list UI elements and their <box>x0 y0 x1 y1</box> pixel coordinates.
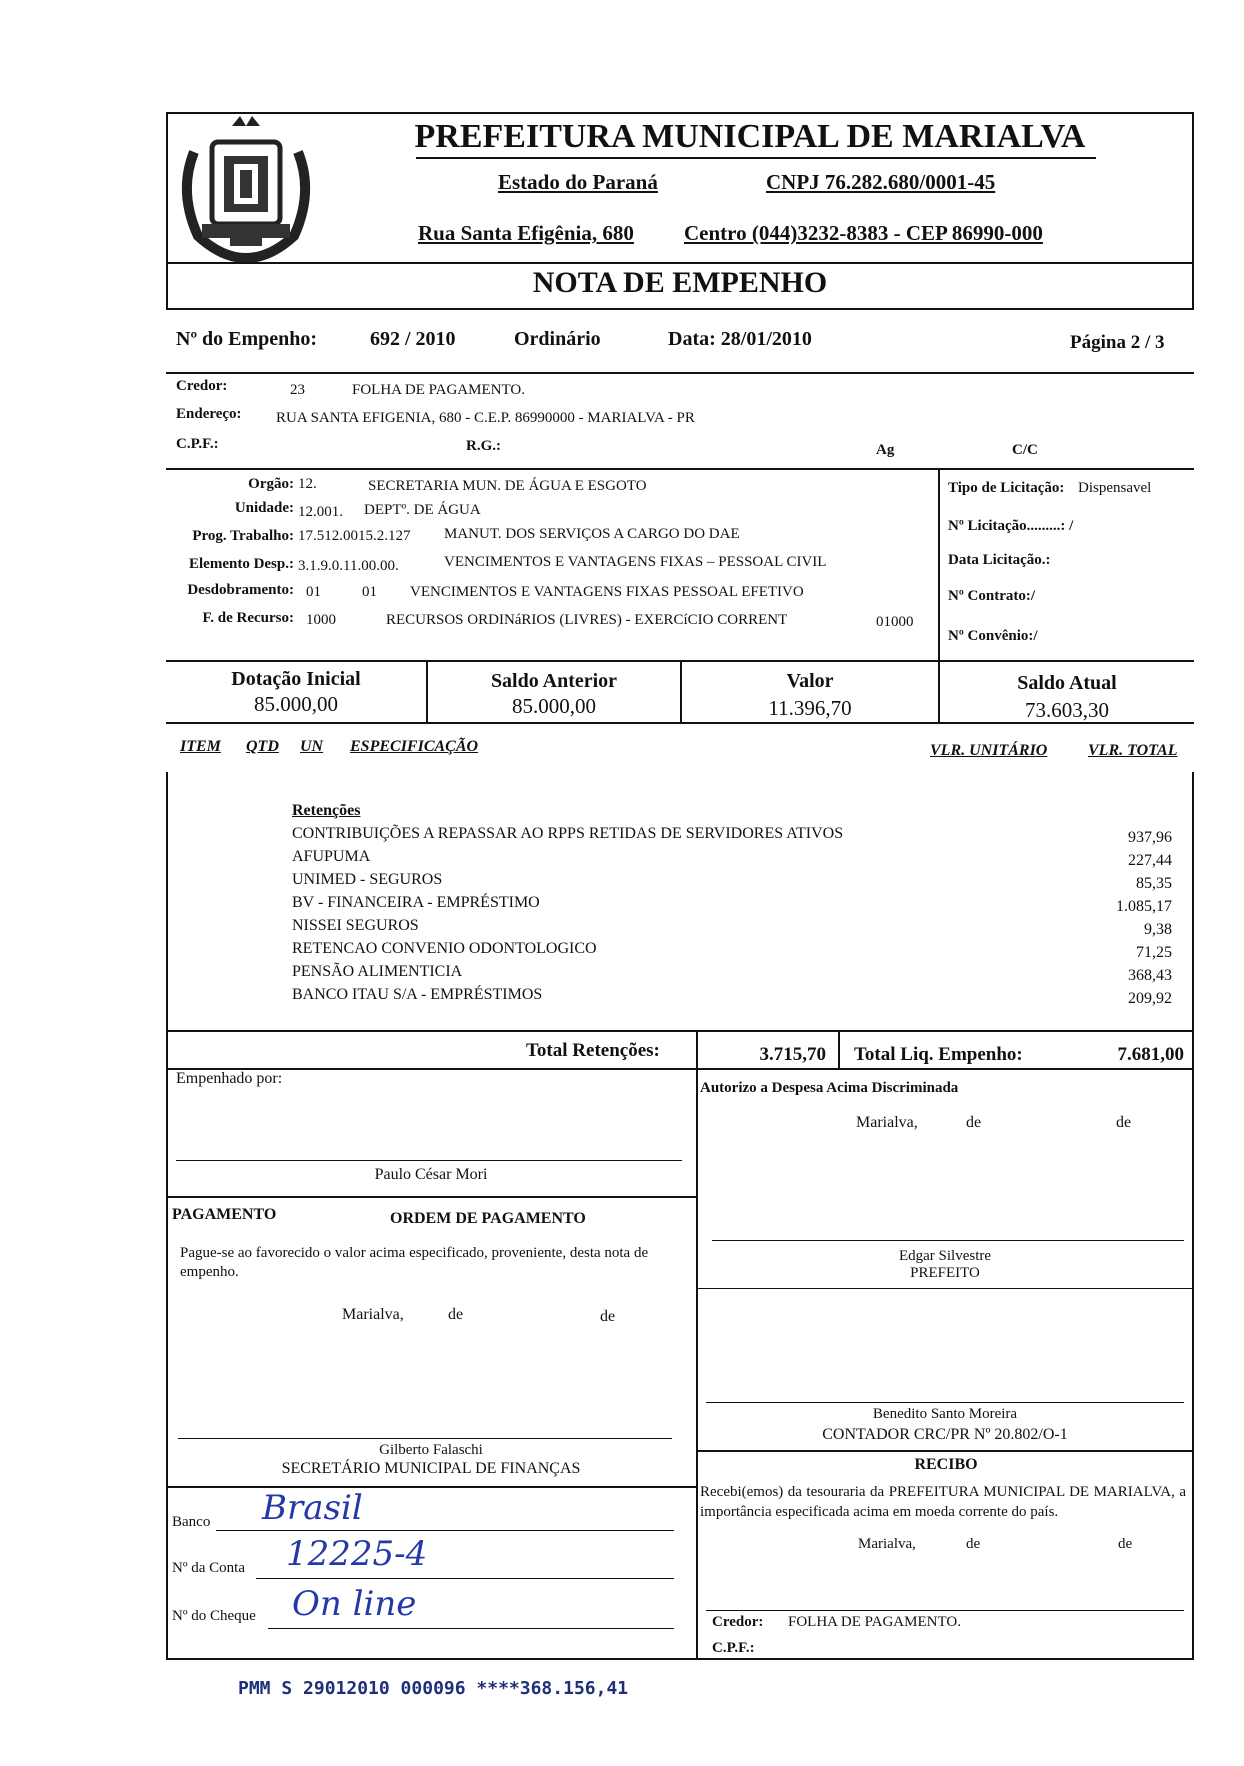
desdobramento-code-2: 01 <box>362 584 377 600</box>
contrato: Nº Contrato:/ <box>948 588 1036 604</box>
desdobramento-label: Desdobramento: <box>187 582 294 598</box>
divider <box>416 157 1096 159</box>
input-line <box>216 1530 674 1531</box>
pagamento-city: Marialva, <box>342 1306 404 1323</box>
licitacao-date: Data Licitação.: <box>948 552 1051 568</box>
autorizo-de-2: de <box>1116 1114 1132 1131</box>
pagamento-de-1: de <box>448 1306 464 1323</box>
column-un: UN <box>300 738 324 755</box>
column-vlr-total: VLR. TOTAL <box>1088 742 1178 759</box>
valor-label: Valor <box>786 670 834 692</box>
recurso-extra-code: 01000 <box>876 614 914 630</box>
retencao-desc: AFUPUMA <box>292 848 371 865</box>
recibo-de-2: de <box>1118 1536 1133 1552</box>
recibo-text: Recebi(emos) da tesouraria da PREFEITURA MUNICIPAL DE MARIALVA, a importância especificada acima em moeda corrente do país. <box>700 1484 1186 1520</box>
divider <box>166 1196 696 1198</box>
credor-code: 23 <box>290 382 305 398</box>
dotacao-value: 85.000,00 <box>254 692 338 716</box>
retencoes-title: Retenções <box>292 802 361 819</box>
retencao-value: 9,38 <box>1144 921 1172 938</box>
recibo-city: Marialva, <box>858 1536 916 1552</box>
orgao-code: 12. <box>298 476 317 492</box>
recibo-cpf-label: C.P.F.: <box>712 1640 755 1656</box>
cnpj-text: CNPJ 76.282.680/0001-45 <box>766 170 996 194</box>
prog-trabalho-name: MANUT. DOS SERVIÇOS A CARGO DO DAE <box>444 526 740 542</box>
divider <box>166 262 1194 264</box>
divider <box>166 372 1194 374</box>
divider <box>838 1030 840 1068</box>
total-liquido-value: 7.681,00 <box>1117 1044 1184 1065</box>
divider <box>166 468 1194 470</box>
retencao-desc: BV - FINANCEIRA - EMPRÉSTIMO <box>292 894 540 911</box>
recibo-credor-label: Credor: <box>712 1614 764 1630</box>
elemento-name: VENCIMENTOS E VANTAGENS FIXAS – PESSOAL CIVIL <box>444 554 827 570</box>
input-line <box>268 1628 674 1629</box>
column-item: ITEM <box>180 738 221 755</box>
divider <box>166 772 168 1658</box>
empenho-type: Ordinário <box>514 328 601 350</box>
signature-line <box>712 1240 1184 1241</box>
signature-line <box>176 1160 682 1161</box>
recibo-credor-value: FOLHA DE PAGAMENTO. <box>788 1614 961 1630</box>
banco-handwritten: Brasil <box>262 1488 363 1528</box>
recibo-title: RECIBO <box>914 1456 978 1473</box>
prog-trabalho-label: Prog. Trabalho: <box>192 528 294 544</box>
divider <box>696 1030 698 1658</box>
retencao-desc: UNIMED - SEGUROS <box>292 871 443 888</box>
document-title: NOTA DE EMPENHO <box>532 266 828 299</box>
recurso-label: F. de Recurso: <box>202 610 294 626</box>
page-title: PREFEITURA MUNICIPAL DE MARIALVA <box>414 118 1086 155</box>
column-especificacao: ESPECIFICAÇÃO <box>350 738 479 755</box>
pagamento-de-2: de <box>600 1308 616 1325</box>
cheque-handwritten: On line <box>292 1584 417 1624</box>
divider <box>698 1450 1194 1452</box>
retencao-value: 1.085,17 <box>1116 898 1172 915</box>
orgao-name: SECRETARIA MUN. DE ÁGUA E ESGOTO <box>368 478 647 494</box>
column-vlr-unitario: VLR. UNITÁRIO <box>930 742 1048 759</box>
divider <box>1192 772 1194 1658</box>
elemento-label: Elemento Desp.: <box>189 556 294 572</box>
recibo-de-1: de <box>966 1536 981 1552</box>
column-qtd: QTD <box>246 738 279 755</box>
convenio: Nº Convênio:/ <box>948 628 1038 644</box>
divider <box>698 1288 1194 1289</box>
divider <box>938 468 940 660</box>
autorizo-de-1: de <box>966 1114 982 1131</box>
valor-value: 11.396,70 <box>768 696 852 720</box>
contador-title: CONTADOR CRC/PR Nº 20.802/O-1 <box>822 1426 1068 1443</box>
desdobramento-name: VENCIMENTOS E VANTAGENS FIXAS PESSOAL EFETIVO <box>410 584 804 600</box>
ag-label: Ag <box>876 442 895 458</box>
retencao-value: 85,35 <box>1136 875 1172 892</box>
footer-stamp: PMM S 29012010 000096 ****368.156,41 <box>238 1678 629 1699</box>
licitacao-number: Nº Licitação.........: / <box>948 518 1074 534</box>
retencao-desc: NISSEI SEGUROS <box>292 917 419 934</box>
autorizo-text: Autorizo a Despesa Acima Discriminada <box>700 1080 959 1096</box>
prog-trabalho-code: 17.512.0015.2.127 <box>298 528 411 544</box>
empenho-date: Data: 28/01/2010 <box>668 328 812 350</box>
rg-label: R.G.: <box>466 438 501 454</box>
tipo-licitacao-label: Tipo de Licitação: <box>948 480 1065 496</box>
retencao-desc: BANCO ITAU S/A - EMPRÉSTIMOS <box>292 986 543 1003</box>
unidade-label: Unidade: <box>234 500 294 516</box>
prefeito-title: PREFEITO <box>910 1265 980 1281</box>
signature-line <box>706 1402 1184 1403</box>
pagamento-label: PAGAMENTO <box>172 1206 277 1223</box>
divider <box>166 1030 1194 1032</box>
credor-name: FOLHA DE PAGAMENTO. <box>352 382 525 398</box>
state-text: Estado do Paraná <box>498 170 658 194</box>
total-liquido-label: Total Liq. Empenho: <box>854 1044 1023 1065</box>
saldo-atual-value: 73.603,30 <box>1025 698 1109 722</box>
recurso-name: RECURSOS ORDINáRIOS (LIVRES) - EXERCíCIO CORRENT <box>386 612 788 628</box>
cpf-label: C.P.F.: <box>176 436 219 452</box>
retencao-desc: RETENCAO CONVENIO ODONTOLOGICO <box>292 940 597 957</box>
dotacao-label: Dotação Inicial <box>231 668 361 690</box>
retencao-value: 368,43 <box>1128 967 1172 984</box>
divider <box>166 1658 1194 1660</box>
saldo-anterior-value: 85.000,00 <box>512 694 596 718</box>
input-line <box>256 1578 674 1579</box>
prefeito-name: Edgar Silvestre <box>898 1248 992 1264</box>
conta-label: Nº da Conta <box>172 1560 245 1576</box>
contador-name: Benedito Santo Moreira <box>872 1406 1018 1422</box>
secretario-title: SECRETÁRIO MUNICIPAL DE FINANÇAS <box>281 1460 581 1477</box>
elemento-code: 3.1.9.0.11.00.00. <box>298 558 399 574</box>
autorizo-city: Marialva, <box>856 1114 918 1131</box>
pague-text: Pague-se ao favorecido o valor acima especificado, proveniente, desta nota de empenho. <box>180 1245 649 1280</box>
coat-of-arms-emblem <box>172 112 320 262</box>
address-label: Endereço: <box>176 406 242 422</box>
secretario-name: Gilberto Falaschi <box>379 1442 483 1458</box>
recurso-code: 1000 <box>306 612 336 628</box>
empenhado-por-name: Paulo César Mori <box>374 1166 488 1183</box>
conta-handwritten: 12225-4 <box>286 1534 428 1574</box>
cc-label: C/C <box>1012 442 1038 458</box>
unidade-code: 12.001. <box>298 504 343 520</box>
retencao-value: 227,44 <box>1128 852 1172 869</box>
credor-label: Credor: <box>176 378 228 394</box>
orgao-label: Orgão: <box>248 476 294 492</box>
signature-line <box>178 1438 672 1439</box>
street-text: Rua Santa Efigênia, 680 <box>418 221 634 245</box>
saldo-anterior-label: Saldo Anterior <box>490 670 618 692</box>
unidade-name: DEPTº. DE ÁGUA <box>364 502 481 518</box>
address-value: RUA SANTA EFIGENIA, 680 - C.E.P. 86990000 - MARIALVA - PR <box>276 410 695 426</box>
empenho-number: 692 / 2010 <box>370 328 456 350</box>
divider <box>166 1486 696 1488</box>
tipo-licitacao-value: Dispensavel <box>1078 480 1152 496</box>
contact-text: Centro (044)3232-8383 - CEP 86990-000 <box>684 221 1043 245</box>
empenhado-por-label: Empenhado por: <box>176 1070 283 1087</box>
signature-line <box>706 1610 1184 1611</box>
ordem-pagamento-label: ORDEM DE PAGAMENTO <box>390 1210 586 1227</box>
empenho-number-label: Nº do Empenho: <box>176 328 318 350</box>
retencao-desc: PENSÃO ALIMENTICIA <box>292 963 463 980</box>
total-retencoes-label: Total Retenções: <box>526 1040 660 1061</box>
banco-label: Banco <box>172 1514 211 1530</box>
retencao-value: 937,96 <box>1128 829 1172 846</box>
retencao-desc: CONTRIBUIÇÕES A REPASSAR AO RPPS RETIDAS DE SERVIDORES ATIVOS <box>292 825 844 842</box>
total-retencoes-value: 3.715,70 <box>759 1044 826 1065</box>
desdobramento-code-1: 01 <box>306 584 321 600</box>
cheque-label: Nº do Cheque <box>172 1608 256 1624</box>
retencao-value: 71,25 <box>1136 944 1172 961</box>
retencao-value: 209,92 <box>1128 990 1172 1007</box>
divider <box>166 1068 1194 1070</box>
page-number: Página 2 / 3 <box>1070 332 1165 353</box>
saldo-atual-label: Saldo Atual <box>1017 672 1117 694</box>
